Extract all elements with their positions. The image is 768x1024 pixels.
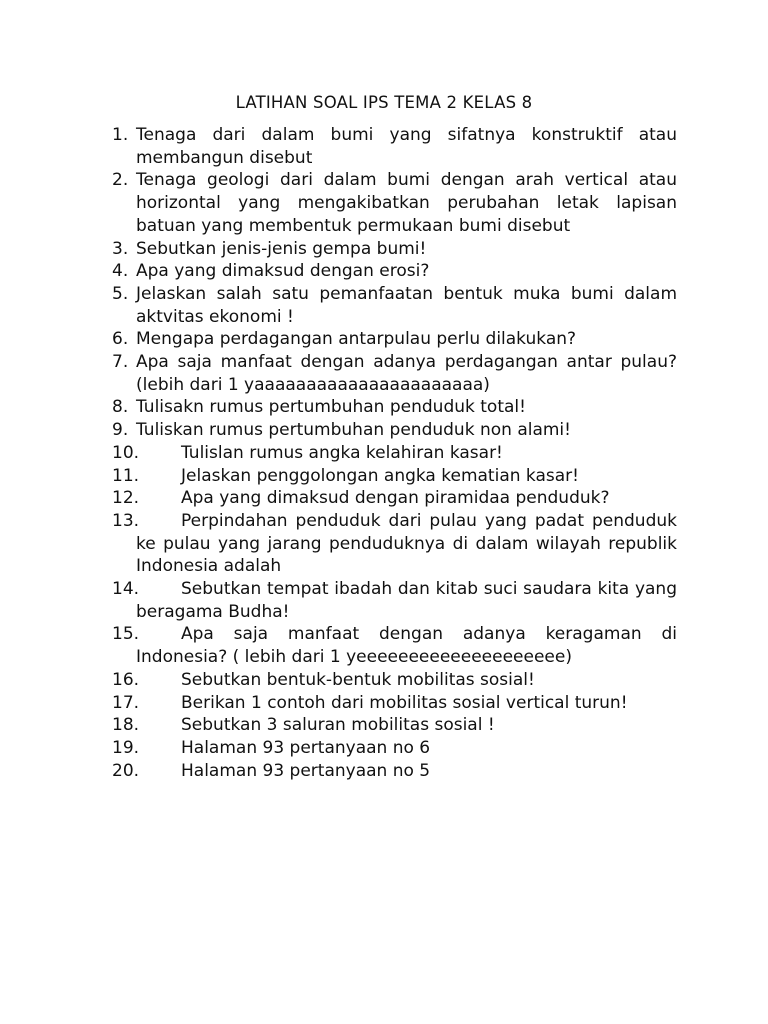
question-item [112,737,677,760]
question-text: Halaman 93 pertanyaan no 5 [181,760,431,781]
question-text: Tulisakn rumus pertumbuhan penduduk total! [136,397,526,418]
question-number: 8. [112,397,129,418]
question-item [112,760,677,783]
question-item [112,260,677,283]
question-number: 11. [112,465,140,486]
question-text: Apa saja manfaat dengan adanya keragaman di Indonesia? ( lebih dari 1 yeeeeeeeeeeeeeeeeeeee) [136,624,677,668]
question-number: 1. [112,125,129,145]
question-item [112,396,677,419]
question-text: Sebutkan bentuk-bentuk mobilitas sosial! [181,669,535,690]
question-item [112,714,677,737]
question-number: 16. [112,669,140,690]
question-number: 5. [112,283,129,304]
question-number: 18. [112,715,140,736]
question-item [112,578,677,623]
question-number: 14. [112,579,140,600]
question-text: Tenaga geologi dari dalam bumi dengan arah vertical atau horizontal yang mengakibatkan perubahan letak lapisan batuan yang membentuk permukaan bumi disebut [136,170,677,236]
question-number: 19. [112,737,140,758]
question-number: 6. [112,329,129,350]
question-number: 17. [112,692,140,713]
question-item [112,623,677,668]
question-text: Apa yang dimaksud dengan piramidaa penduduk? [181,488,610,509]
question-number: 13. [112,510,140,531]
question-text: Sebutkan jenis-jenis gempa bumi! [136,238,427,259]
question-number: 10. [112,442,140,463]
question-item [112,238,677,261]
question-item [112,328,677,351]
question-text: Jelaskan penggolongan angka kematian kasar! [181,465,579,486]
question-text: Apa yang dimaksud dengan erosi? [136,261,430,282]
question-item [112,442,677,465]
question-text: Sebutkan tempat ibadah dan kitab suci saudara kita yang beragama Budha! [136,579,677,622]
question-number: 15. [112,624,140,645]
question-item [112,283,677,328]
question-number: 20. [112,760,140,781]
document-title: LATIHAN SOAL IPS TEMA 2 KELAS 8 [235,93,533,112]
question-list [112,124,677,782]
question-text: Tenaga dari dalam bumi yang sifatnya konstruktif atau membangun disebut [136,125,677,168]
question-item [112,465,677,488]
question-text: Jelaskan salah satu pemanfaatan bentuk muka bumi dalam aktvitas ekonomi ! [136,283,677,327]
question-number: 7. [112,352,129,373]
question-item [112,419,677,442]
question-text: Tuliskan rumus pertumbuhan penduduk non alami! [136,420,571,441]
question-item [112,124,677,169]
question-text: Halaman 93 pertanyaan no 6 [181,737,431,758]
question-text: Mengapa perdagangan antarpulau perlu dilakukan? [136,329,577,350]
question-text: Tulislan rumus angka kelahiran kasar! [181,442,503,463]
question-number: 9. [112,420,129,441]
question-text: Perpindahan penduduk dari pulau yang padat penduduk ke pulau yang jarang penduduknya di dalam wilayah republik Indonesia adalah [136,510,677,577]
question-item [112,487,677,510]
question-text: Apa saja manfaat dengan adanya perdagangan antar pulau? (lebih dari 1 yaaaaaaaaaaaaaaaaaaaaaa) [136,352,677,395]
question-item [112,169,677,237]
question-item [112,510,677,578]
question-number: 12. [112,488,140,509]
question-number: 3. [112,238,129,259]
question-item [112,351,677,396]
question-text: Berikan 1 contoh dari mobilitas sosial vertical turun! [181,692,628,713]
question-item [112,669,677,692]
question-item [112,692,677,715]
question-text: Sebutkan 3 saluran mobilitas sosial ! [181,715,495,736]
question-number: 2. [112,170,129,191]
question-number: 4. [112,261,129,282]
